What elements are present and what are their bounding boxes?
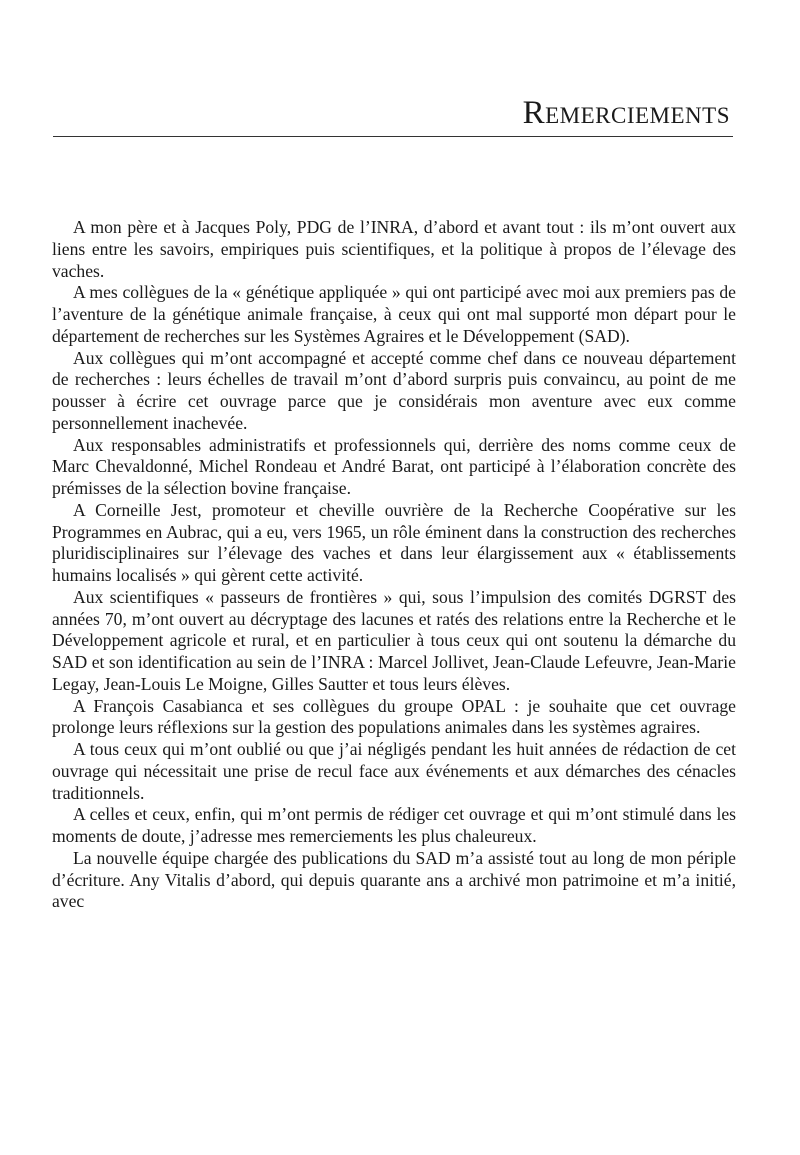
acknowledgements-text: [52, 217, 736, 913]
page-title-initial: R: [522, 95, 546, 131]
paragraph-7: A François Casabianca et ses collègues du groupe OPAL : je souhaite que cet ouvrage prolonge leurs réflexions sur la gestion des populations animales dans les systèmes agraires.: [52, 695, 736, 738]
paragraph-1: A mon père et à Jacques Poly, PDG de l’INRA, d’abord et avant tout : ils m’ont ouvert aux liens entre les savoirs, empiriques puis scientifiques, et la politique à propos de l’élevage des vaches.: [52, 217, 736, 281]
paragraph-10: La nouvelle équipe chargée des publications du SAD m’a assisté tout au long de mon périple d’écriture. Any Vitalis d’abord, qui depuis quarante ans a archivé mon patrimoine et m’a initié, avec: [52, 847, 736, 912]
paragraph-2: A mes collègues de la « génétique appliquée » qui ont participé avec moi aux premiers pas de l’aventure de la génétique animale française, à ceux qui ont mal supporté mon départ pour le département de recherches sur les Systèmes Agraires et le Développement (SAD).: [52, 282, 736, 346]
paragraph-5: A Corneille Jest, promoteur et cheville ouvrière de la Recherche Coopérative sur les Programmes en Aubrac, qui a eu, vers 1965, un rôle éminent dans la construction des recherches pluridisciplinaires sur l’élevage des vaches et dans leur élargissement aux « établissements humains localisés » qui gèrent cette activité.: [52, 499, 736, 585]
paragraph-3: Aux collègues qui m’ont accompagné et accepté comme chef dans ce nouveau département de recherches : leurs échelles de travail m’ont d’abord surpris puis convaincu, au point de me pousser à écrire cet ouvrage parce que je considérais mon aventure avec eux comme personnellement inachevée.: [52, 347, 736, 433]
page-title: [523, 95, 730, 132]
paragraph-4: Aux responsables administratifs et professionnels qui, derrière des noms comme ceux de Marc Chevaldonné, Michel Rondeau et André Barat, ont participé à l’élaboration concrète des prémisses de la sélection bovine française.: [52, 434, 736, 498]
paragraph-9: A celles et ceux, enfin, qui m’ont permis de rédiger cet ouvrage et qui m’ont stimulé dans les moments de doute, j’adresse mes remerciements les plus chaleureux.: [52, 804, 736, 846]
paragraph-6: Aux scientifiques « passeurs de frontières » qui, sous l’impulsion des comités DGRST des années 70, m’ont ouvert au décryptage des lacunes et ratés des relations entre la Recherche et le Développement agricole et rural, et en particulier à tous ceux qui ont soutenu la démarche du SAD et son identification au sein de l’INRA : Marcel Jollivet, Jean-Claude Lefeuvre, Jean-Marie Legay, Jean-Louis Le Moigne, Gilles Sautter et tous leurs élèves.: [52, 586, 736, 694]
paragraph-8: A tous ceux qui m’ont oublié ou que j’ai négligés pendant les huit années de rédaction de cet ouvrage qui nécessitait une prise de recul face aux événements et aux démarches des cénacles traditionnels.: [52, 739, 736, 803]
page-title-rest: EMERCIEMENTS: [545, 103, 730, 128]
heading-rule: [53, 136, 733, 137]
